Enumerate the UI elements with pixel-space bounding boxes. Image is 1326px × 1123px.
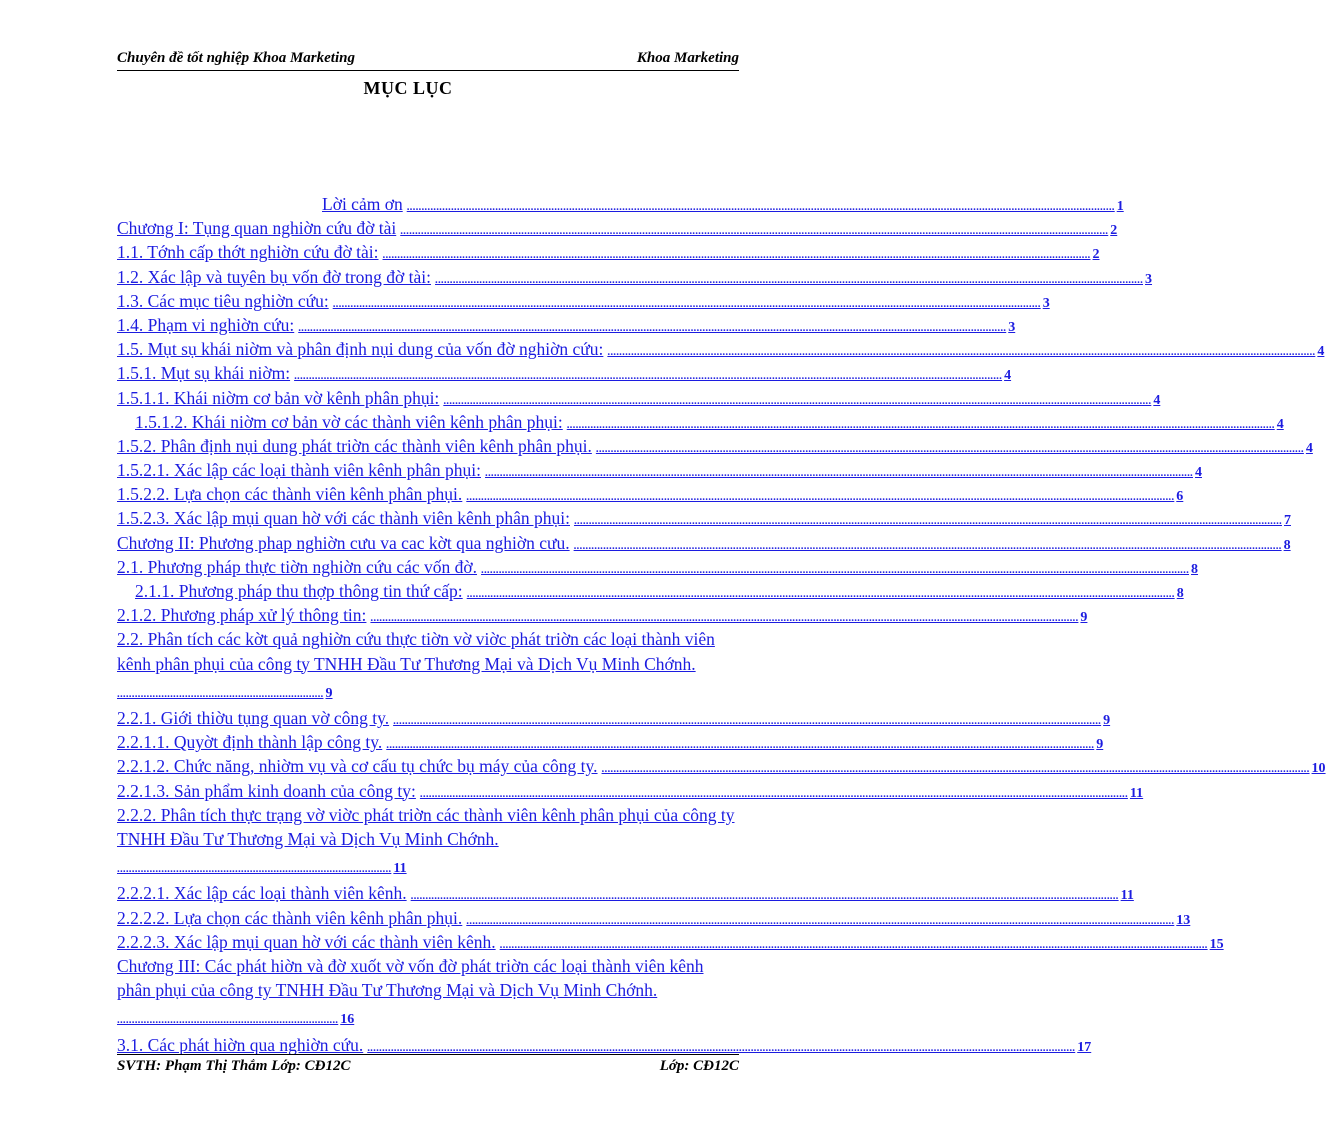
toc-entry[interactable] (117, 555, 1199, 579)
toc-leader: ................................................................................................................................................................................................................................................ (382, 249, 1091, 262)
toc-entry[interactable] (117, 930, 1224, 954)
toc-entry[interactable] (117, 386, 1161, 410)
toc-page-number[interactable]: 7 (1283, 513, 1291, 529)
footer-divider (117, 1054, 739, 1055)
toc-entry-text[interactable]: 2.2.1. Giới thiờu tụng quan vờ công ty. (117, 707, 390, 728)
toc-leader: ................................................................................................................................................................................................................................................ (435, 273, 1144, 286)
toc-entry-multiline[interactable] (117, 954, 739, 1033)
toc-entry[interactable] (117, 531, 1291, 555)
toc-page-number[interactable]: 3 (1042, 295, 1050, 311)
toc-entry-text[interactable]: Chương I: Tụng quan nghiờn cứu đờ tài (117, 218, 397, 239)
toc-page-number[interactable]: 4 (1004, 368, 1012, 384)
toc-entry[interactable] (117, 434, 1313, 458)
toc-entry-text[interactable]: 3.1. Các phát hiờn qua nghiờn cứu. (117, 1034, 364, 1055)
toc-entry-text[interactable]: 2.2.1.1. Quyờt định thành lập công ty. (117, 732, 383, 753)
toc-entry[interactable] (117, 313, 1016, 337)
toc-entry-text[interactable]: 2.2.2.3. Xác lập mụi quan hờ với các thành viên kênh. (117, 931, 496, 952)
toc-page-number[interactable]: 8 (1283, 537, 1291, 553)
toc-entry[interactable] (117, 337, 1325, 361)
header-left: Chuyên đề tốt nghiệp Khoa Marketing (117, 50, 355, 66)
toc-leader: ................................................................................................................................................................................................................................................ (406, 201, 1115, 213)
toc-entry-text[interactable]: 2.2. Phân tích các kờt quả nghiờn cứu thực tiờn vờ viờc phát triờn các loại thành viên kênh phân phụi của công ty TNHH Đầu Tư Thương Mại và Dịch Vụ Minh Chớnh. (117, 629, 715, 674)
toc-page-number[interactable]: 8 (1191, 561, 1199, 577)
toc-page-number[interactable]: 2 (1110, 223, 1118, 239)
table-of-contents (117, 192, 1326, 1057)
toc-entry[interactable] (117, 706, 1111, 730)
toc-entry[interactable] (117, 881, 1134, 905)
toc-entry-text[interactable]: 1.5.1. Mụt sụ khái niờm: (117, 363, 291, 384)
toc-entry-text[interactable]: 2.2.1.2. Chức năng, nhiờm vụ và cơ cấu tụ chức bụ máy của công ty. (117, 756, 598, 777)
toc-page-number[interactable]: 11 (393, 861, 407, 877)
toc-page-number[interactable]: 4 (1317, 344, 1325, 360)
toc-entry-text[interactable]: 2.2.2. Phân tích thực trạng vờ viờc phát triờn các thành viên kênh phân phụi của công ty TNHH Đầu Tư Thương Mại và Dịch Vụ Minh Chớnh. (117, 804, 735, 849)
toc-entry[interactable] (117, 265, 1153, 289)
toc-entry-text[interactable]: Chương III: Các phát hiờn và đờ xuốt vờ vốn đờ phát triờn các loại thành viên kênh phân phụi của công ty TNHH Đầu Tư Thương Mại và Dịch Vụ Minh Chớnh. (117, 955, 704, 1001)
toc-entry-text[interactable]: 1.5.2.1. Xác lập các loại thành viên kênh phân phụi: (117, 460, 481, 481)
toc-leader: ................................................................................................................................................................................................................................................ (410, 890, 1119, 903)
toc-entry-text[interactable]: 2.2.1.3. Sản phẩm kinh doanh của công ty: (117, 780, 416, 801)
toc-leader: ................................................................................................................................................................................................................................................ (386, 739, 1095, 752)
toc-entry-multiline[interactable] (117, 803, 739, 882)
toc-entry-text[interactable]: 1.5. Mụt sụ khái niờm và phân định nụi dung của vốn đờ nghiờn cứu: (117, 339, 604, 360)
toc-entry-text[interactable]: 2.1. Phương pháp thực tiờn nghiờn cứu các vốn đờ. (117, 556, 478, 577)
page-footer (117, 1056, 739, 1078)
toc-entry-text[interactable]: 2.2.2.1. Xác lập các loại thành viên kênh. (117, 883, 407, 904)
toc-entry[interactable] (117, 906, 1191, 930)
toc-entry[interactable] (117, 458, 1202, 482)
toc-leader: ................................................................................................................................................................................................................................................ (466, 491, 1175, 504)
toc-entry-text[interactable]: 2.2.2.2. Lựa chọn các thành viên kênh phân phụi. (117, 907, 463, 928)
toc-page-number[interactable]: 11 (1120, 888, 1134, 904)
toc-leader: ................................................................................................................................................................................................................................................ (466, 588, 1175, 600)
toc-leader: ................................................................................................................................................................................................................................................ (601, 763, 1310, 776)
toc-page-number[interactable]: 2 (1092, 247, 1100, 263)
toc-leader: ................................................................................................................................................................................................................................................ (499, 938, 1208, 951)
toc-page-number[interactable]: 9 (1080, 610, 1088, 626)
toc-entry[interactable] (117, 240, 1100, 264)
footer-right: Lớp: CĐ12C (659, 1058, 739, 1074)
toc-leader: ................................................................................................................................................................................................................................................ (332, 297, 1041, 310)
toc-leader: ................................................................................................................................................................................................................................................ (466, 914, 1175, 927)
toc-entry[interactable] (117, 410, 1284, 434)
toc-leader: ............................................................................................. (117, 863, 392, 876)
toc-leader: ................................................................................................................................................................................................................................................ (595, 442, 1304, 455)
toc-page-number[interactable]: 9 (325, 685, 333, 701)
toc-leader: ................................................................................................................................................................................................................................................ (573, 539, 1282, 552)
toc-entry-text[interactable]: 1.4. Phạm vi nghiờn cứu: (117, 314, 295, 335)
toc-leader: ................................................................................................................................................................................................................................................ (419, 787, 1128, 800)
toc-entry[interactable] (117, 754, 1326, 778)
toc-entry-text[interactable]: 1.5.1.1. Khái niờm cơ bản vờ kênh phân phụi: (117, 387, 440, 408)
toc-leader: ................................................................................................................................................................................................................................................ (485, 467, 1193, 480)
toc-page-number[interactable]: 4 (1153, 392, 1161, 408)
toc-entry[interactable] (117, 482, 1184, 506)
toc-leader: ........................................................................... (117, 1014, 339, 1027)
toc-leader: ................................................................................................................................................................................................................................................ (367, 1041, 1076, 1054)
toc-page-number[interactable]: 3 (1145, 271, 1153, 287)
toc-entry-text[interactable]: 1.5.2.3. Xác lập mụi quan hờ với các thành viên kênh phân phụi: (117, 508, 570, 529)
toc-entry-text[interactable]: Lời cảm ơn (322, 194, 403, 214)
toc-entry-text[interactable]: 2.1.1. Phương pháp thu thợp thông tin thứ cấp: (135, 581, 463, 601)
toc-entry[interactable] (117, 579, 1184, 603)
toc-leader: ................................................................................................................................................................................................................................................ (294, 370, 1003, 383)
page-header (117, 48, 739, 70)
toc-leader: ................................................................................................................................................................................................................................................ (573, 515, 1282, 528)
header-right: Khoa Marketing (636, 50, 739, 66)
toc-page-number[interactable]: 1 (1116, 199, 1124, 214)
footer-left: SVTH: Phạm Thị Thắm Lớp: CĐ12C (117, 1058, 351, 1074)
toc-page-number[interactable]: 11 (1129, 785, 1144, 801)
toc-entry[interactable] (117, 289, 1050, 313)
toc-page-number[interactable]: 8 (1176, 586, 1184, 601)
toc-leader: ................................................................................................................................................................................................................................................ (607, 346, 1316, 359)
toc-leader: ...................................................................... (117, 687, 324, 700)
toc-page-number[interactable]: 9 (1096, 737, 1104, 753)
toc-page-number[interactable]: 6 (1176, 489, 1184, 505)
toc-leader: ................................................................................................................................................................................................................................................ (393, 714, 1102, 727)
toc-entry-text[interactable]: 1.5.2.2. Lựa chọn các thành viên kênh phân phụi. (117, 484, 463, 505)
toc-leader: ................................................................................................................................................................................................................................................ (566, 418, 1275, 431)
toc-entry-text[interactable]: 1.3. Các mục tiêu nghiờn cứu: (117, 290, 329, 311)
header-divider (117, 70, 739, 71)
toc-entry[interactable] (117, 779, 1144, 803)
toc-page-number[interactable]: 15 (1209, 936, 1224, 952)
toc-page-number[interactable]: 4 (1195, 465, 1202, 481)
page-title: MỤC LỤC (363, 78, 453, 98)
toc-entry[interactable] (117, 192, 1124, 216)
toc-page-number[interactable]: 4 (1276, 416, 1284, 432)
toc-page-number[interactable]: 3 (1008, 319, 1016, 335)
toc-page-number[interactable]: 13 (1176, 912, 1191, 928)
toc-entry-text[interactable]: 1.1. Tớnh cấp thớt nghiờn cứu đờ tài: (117, 242, 379, 263)
toc-entry[interactable] (117, 730, 1104, 754)
toc-entry-text[interactable]: 1.5.2. Phân định nụi dung phát triờn các thành viên kênh phân phụi. (117, 435, 592, 456)
toc-page-number[interactable]: 9 (1103, 712, 1111, 728)
toc-leader: ................................................................................................................................................................................................................................................ (400, 225, 1109, 238)
toc-entry-text[interactable]: 1.2. Xác lập và tuyên bụ vốn đờ trong đờ tài: (117, 266, 432, 287)
toc-entry-text[interactable]: Chương II: Phương phap nghiờn cưu va cac kờt qua nghiờn cưu. (117, 532, 570, 553)
toc-entry-multiline[interactable] (117, 627, 739, 706)
toc-entry[interactable] (117, 216, 1118, 240)
toc-leader: ................................................................................................................................................................................................................................................ (443, 394, 1152, 407)
toc-leader: ................................................................................................................................................................................................................................................ (298, 321, 1007, 334)
toc-entry-text[interactable]: 1.5.1.2. Khái niờm cơ bản vờ các thành viên kênh phân phụi: (135, 411, 563, 432)
toc-page-number[interactable]: 10 (1311, 761, 1326, 777)
toc-leader: ................................................................................................................................................................................................................................................ (370, 612, 1079, 625)
toc-entry-text[interactable]: 2.1.2. Phương pháp xử lý thông tin: (117, 605, 367, 626)
toc-entry[interactable] (117, 361, 1012, 385)
toc-entry[interactable] (117, 603, 1088, 627)
toc-entry[interactable] (117, 506, 1291, 530)
toc-page-number[interactable]: 17 (1077, 1039, 1092, 1055)
toc-page-number[interactable]: 16 (340, 1012, 355, 1028)
toc-leader: ................................................................................................................................................................................................................................................ (481, 563, 1190, 576)
toc-page-number[interactable]: 4 (1305, 440, 1313, 456)
